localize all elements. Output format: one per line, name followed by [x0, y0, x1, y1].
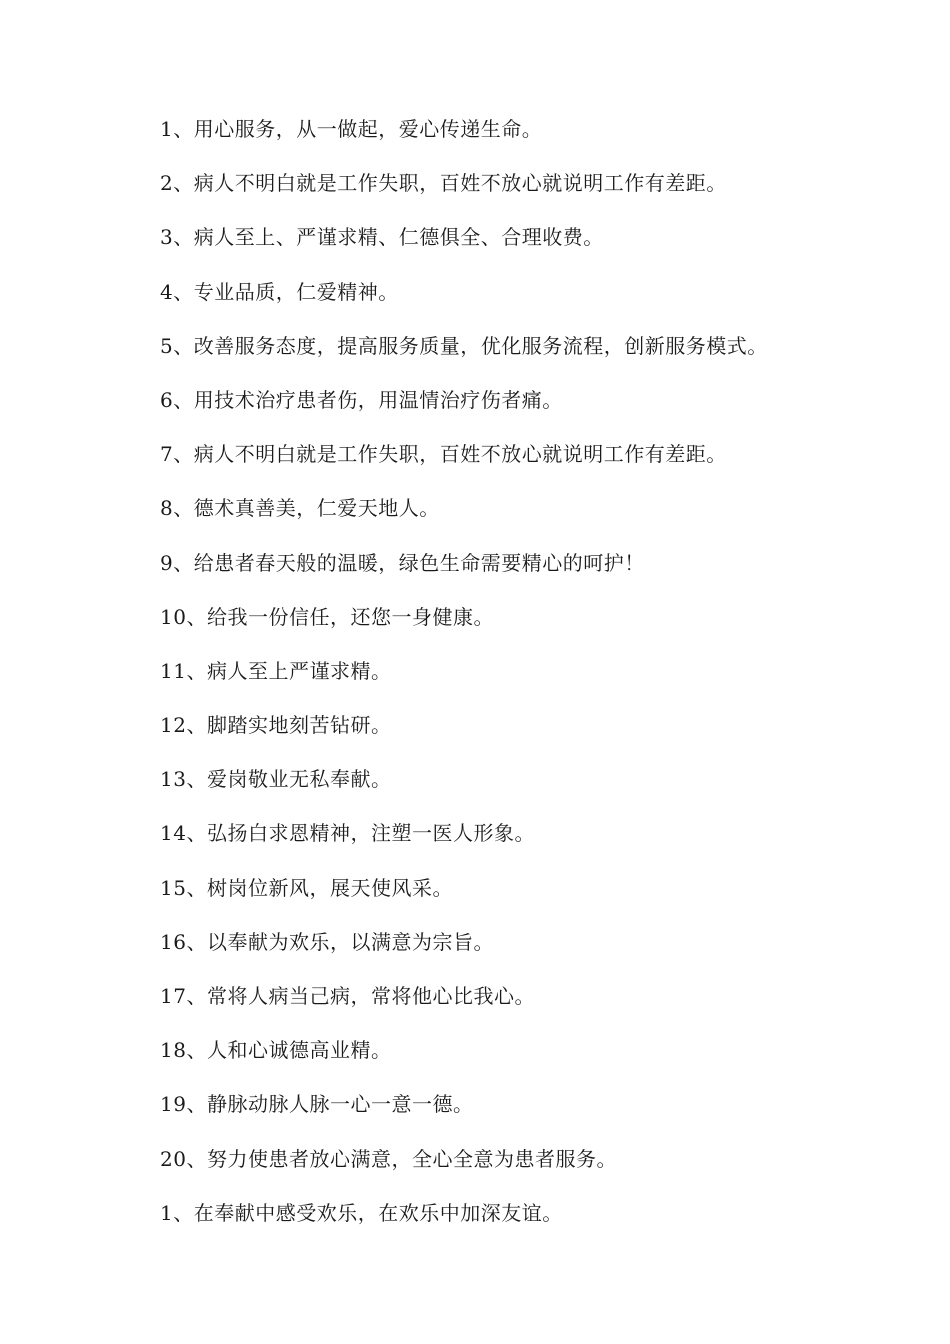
list-item: 4、专业品质，仁爱精神。	[160, 279, 399, 304]
list-item: 13、爱岗敬业无私奉献。	[160, 767, 392, 792]
list-item: 14、弘扬白求恩精神，注塑一医人形象。	[160, 821, 535, 846]
list-item: 20、努力使患者放心满意，全心全意为患者服务。	[160, 1146, 617, 1171]
list-item: 16、以奉献为欢乐，以满意为宗旨。	[160, 929, 494, 954]
list-item: 1、在奉献中感受欢乐，在欢乐中加深友谊。	[160, 1200, 563, 1225]
list-item: 17、常将人病当己病，常将他心比我心。	[160, 984, 535, 1008]
list-item: 7、病人不明白就是工作失职，百姓不放心就说明工作有差距。	[160, 442, 727, 467]
list-item: 2、病人不明白就是工作失职，百姓不放心就说明工作有差距。	[160, 171, 727, 196]
list-item: 15、树岗位新风，展天使风采。	[160, 875, 453, 900]
list-item: 3、病人至上、严谨求精、仁德俱全、合理收费。	[160, 225, 604, 250]
list-item: 12、脚踏实地刻苦钻研。	[160, 713, 392, 738]
list-item: 9、给患者春天般的温暖，绿色生命需要精心的呵护！	[160, 550, 645, 575]
list-item: 10、给我一份信任，还您一身健康。	[160, 604, 494, 629]
list-item: 1、用心服务，从一做起，爱心传递生命。	[160, 117, 543, 141]
slogan-list	[160, 112, 920, 1250]
list-item: 6、用技术治疗患者伤，用温情治疗伤者痛。	[160, 387, 563, 412]
list-item: 5、改善服务态度，提高服务质量，优化服务流程，创新服务模式。	[160, 333, 768, 358]
list-item: 8、德术真善美，仁爱天地人。	[160, 496, 440, 521]
list-item: 18、人和心诚德高业精。	[160, 1038, 392, 1063]
list-item: 19、静脉动脉人脉一心一意一德。	[160, 1092, 474, 1117]
list-item: 11、病人至上严谨求精。	[160, 658, 392, 683]
